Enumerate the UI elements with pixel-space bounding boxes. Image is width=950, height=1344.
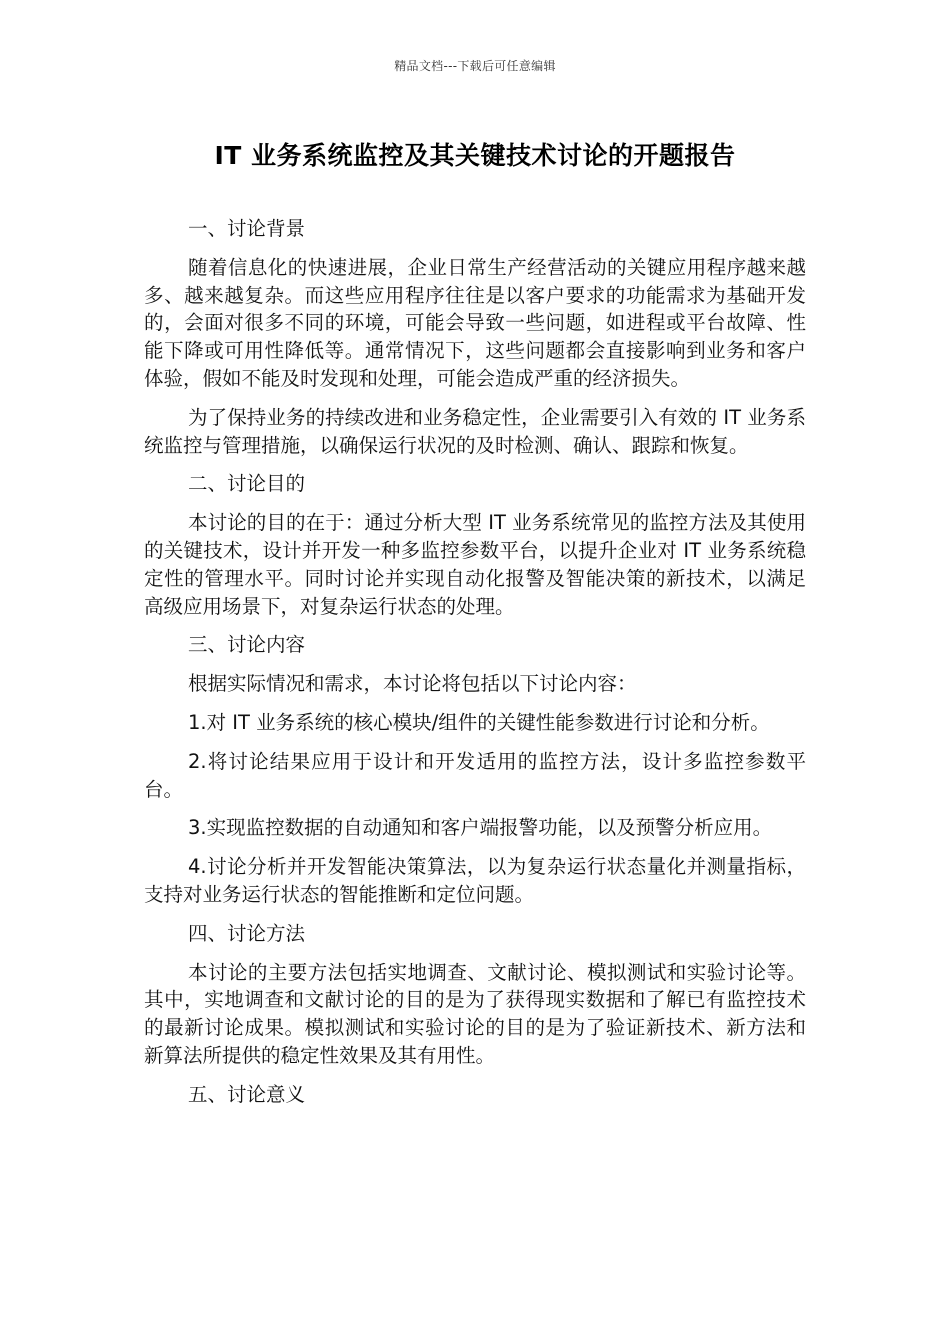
paragraph-method-1: 本讨论的主要方法包括实地调查、文献讨论、模拟测试和实验讨论等。其中，实地调查和文献讨论的目的是为了获得现实数据和了解已有监控技术的最新讨论成果。模拟测试和实验讨论的目的是为了验证新技术、新方法和新算法所提供的稳定性效果及其有用性。	[144, 960, 806, 1067]
paragraph-purpose-1: 本讨论的目的在于：通过分析大型 IT 业务系统常见的监控方法及其使用的关键技术，设计并开发一种多监控参数平台，以提升企业对 IT 业务系统稳定性的管理水平。同时讨论并实现自动化报警及智能决策的新技术，以满足高级应用场景下，对复杂运行状态的处理。	[144, 511, 806, 618]
list-item: 3.实现监控数据的自动通知和客户端报警功能，以及预警分析应用。	[188, 816, 773, 840]
section-heading-method: 四、讨论方法	[188, 921, 306, 945]
document-body	[144, 215, 806, 1120]
section-heading-content: 三、讨论内容	[188, 633, 306, 657]
paragraph-content-intro: 根据实际情况和需求，本讨论将包括以下讨论内容：	[188, 672, 637, 696]
document-title: IT 业务系统监控及其关键技术讨论的开题报告	[214, 141, 736, 170]
list-item: 4.讨论分析并开发智能决策算法，以为复杂运行状态量化并测量指标，支持对业务运行状态的智能推断和定位问题。	[144, 855, 806, 906]
list-item: 2.将讨论结果应用于设计和开发适用的监控方法，设计多监控参数平台。	[144, 749, 806, 801]
header-note: 精品文档---下载后可任意编辑	[394, 59, 556, 73]
list-item: 1.对 IT 业务系统的核心模块/组件的关键性能参数进行讨论和分析。	[188, 710, 770, 734]
section-heading-purpose: 二、讨论目的	[188, 472, 306, 496]
section-heading-significance: 五、讨论意义	[188, 1082, 306, 1106]
section-heading-background: 一、讨论背景	[188, 217, 306, 240]
paragraph-background-2: 为了保持业务的持续改进和业务稳定性，企业需要引入有效的 IT 业务系统监控与管理措施，以确保运行状况的及时检测、确认、跟踪和恢复。	[144, 405, 806, 457]
paragraph-background-1: 随着信息化的快速进展，企业日常生产经营活动的关键应用程序越来越多、越来越复杂。而这些应用程序往往是以客户要求的功能需求为基础开发的，会面对很多不同的环境，可能会导致一些问题，如进程或平台故障、性能下降或可用性降低等。通常情况下，这些问题都会直接影响到业务和客户体验，假如不能及时发现和处理，可能会造成严重的经济损失。	[144, 255, 806, 390]
